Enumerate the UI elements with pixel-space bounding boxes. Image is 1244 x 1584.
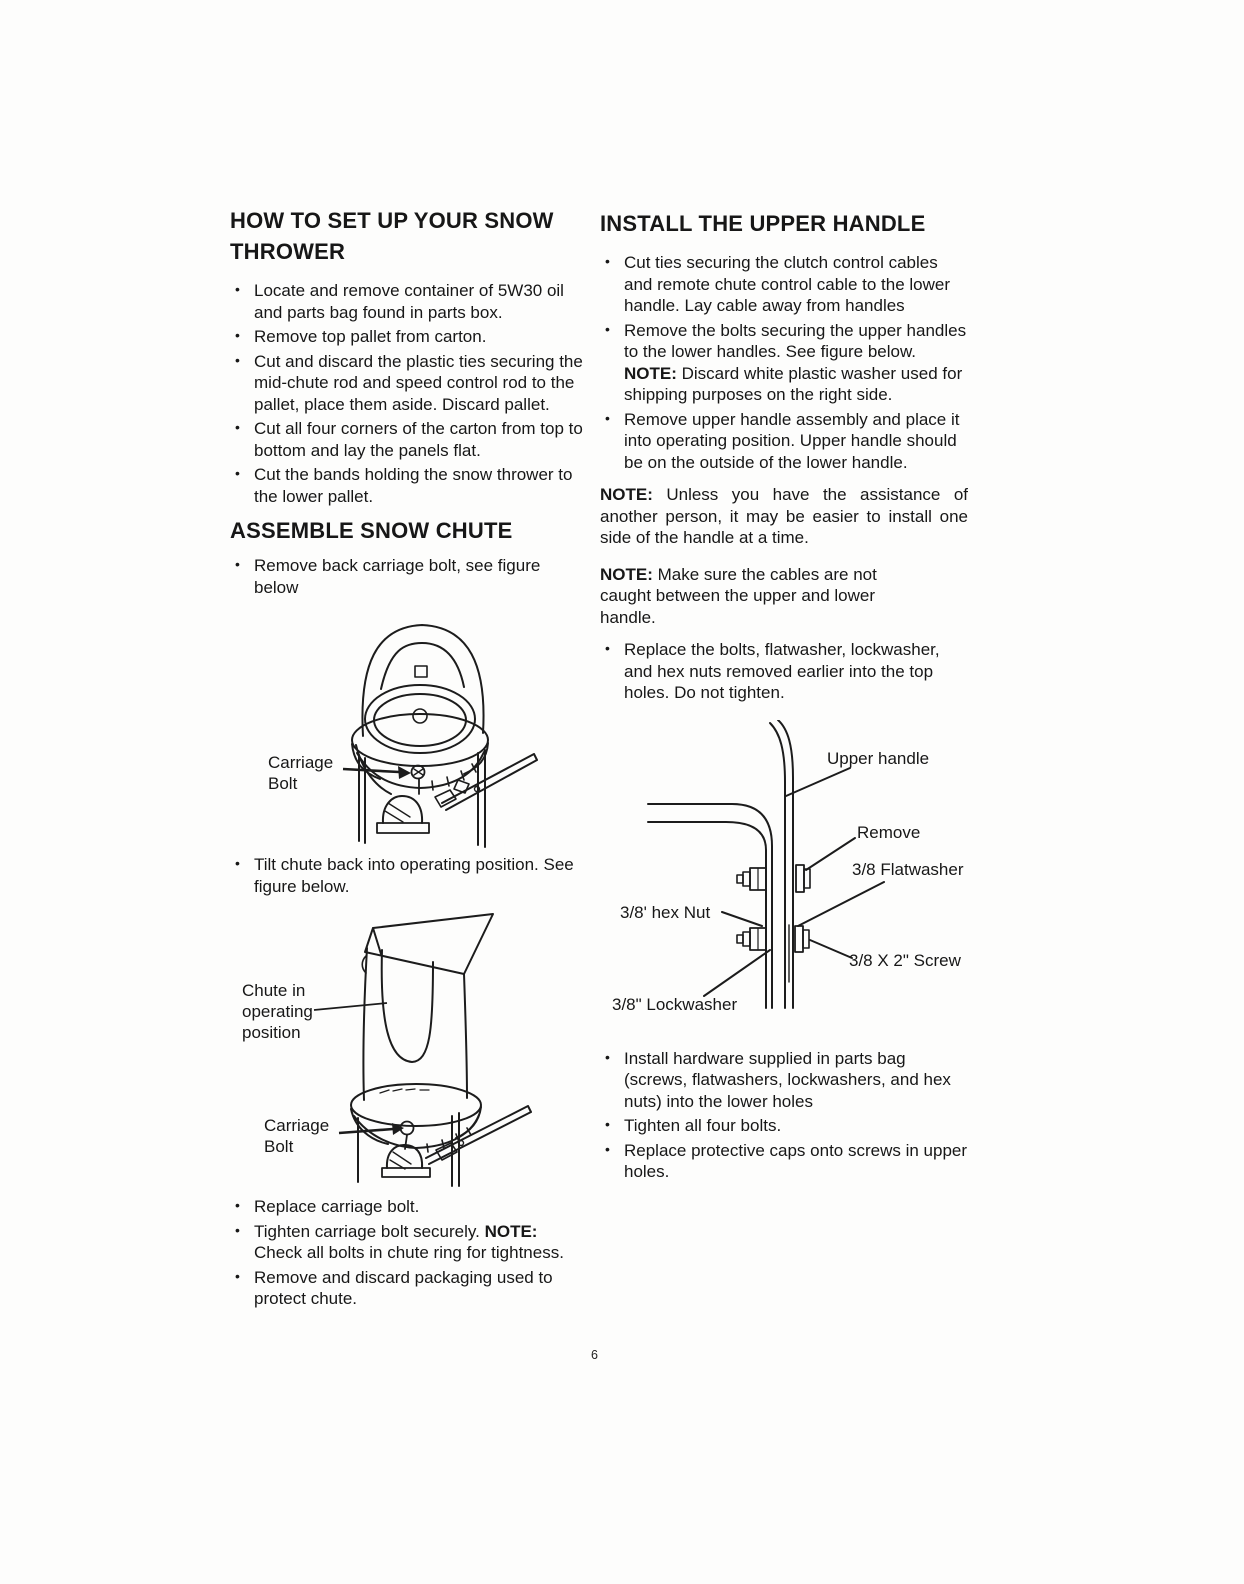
fig3-flatwasher-label: 3/8 Flatwasher (852, 859, 964, 879)
replace-bolts-bullet-list (600, 639, 968, 704)
figure-upper-handle (600, 720, 968, 1022)
figure-chute-tilted (230, 603, 588, 851)
section-title-assemble-chute: ASSEMBLE SNOW CHUTE (230, 518, 513, 543)
chute-final-bullet-list (230, 1196, 588, 1310)
list-item: • Cut ties securing the clutch control cables and remote chute control cable to the lower handle. Lay cable away from handles (600, 252, 968, 317)
fig3-lockwasher-label: 3/8" Lockwasher (612, 994, 738, 1014)
fig3-screw-label: 3/8 X 2" Screw (849, 950, 961, 970)
figure-chute-operating (230, 900, 588, 1190)
section-title-setup: HOW TO SET UP YOUR SNOW THROWER (230, 208, 554, 264)
right-column (600, 208, 968, 1186)
list-item: • Replace carriage bolt. (230, 1196, 588, 1218)
tilt-bullet-list (230, 854, 588, 897)
fig2-carriage-bolt-label: Carriage Bolt (264, 1116, 330, 1156)
page-number: 6 (591, 1348, 598, 1362)
list-item: • Remove top pallet from carton. (230, 326, 588, 348)
fig1-carriage-bolt-label: Carriage Bolt (268, 753, 334, 793)
fig3-remove-label: Remove (857, 822, 921, 842)
setup-bullet-list (230, 280, 588, 507)
arrow-icon (398, 766, 411, 779)
final-bullet-list (600, 1048, 968, 1183)
note-cables: NOTE: Make sure the cables are not caught between the upper and lower handle. (600, 564, 877, 627)
list-item: • Cut and discard the plastic ties securing the mid-chute rod and speed control rod to the pallet, place them aside. Discard pallet. (230, 351, 588, 416)
list-item: • Tighten all four bolts. (600, 1115, 968, 1137)
list-item: • Replace the bolts, flatwasher, lockwasher, and hex nuts removed earlier into the top holes. Do not tighten. (600, 639, 968, 704)
fig3-hex-nut-label: 3/8' hex Nut (620, 902, 711, 922)
left-column (230, 205, 588, 1313)
list-item: • Replace protective caps onto screws in upper holes. (600, 1140, 968, 1183)
chute-tilted-line-art (230, 603, 580, 851)
list-item: • Locate and remove container of 5W30 oil and parts bag found in parts box. (230, 280, 588, 323)
chute-bullet-list (230, 555, 588, 598)
fig2-chute-position-label: Chute in operating position (242, 981, 313, 1042)
list-item: • Cut all four corners of the carton from top to bottom and lay the panels flat. (230, 418, 588, 461)
fig3-upper-handle-label: Upper handle (827, 748, 930, 768)
list-item: • Cut the bands holding the snow thrower to the lower pallet. (230, 464, 588, 507)
list-item: • Remove upper handle assembly and place it into operating position. Upper handle should be on the outside of the lower handle. (600, 409, 968, 474)
list-item: • Install hardware supplied in parts bag (screws, flatwashers, lockwashers, and hex nuts) into the lower holes (600, 1048, 968, 1113)
list-item: • Tighten carriage bolt securely. NOTE: Check all bolts in chute ring for tightness. (230, 1221, 588, 1264)
section-title-install-handle: INSTALL THE UPPER HANDLE (600, 211, 926, 236)
list-item: • Tilt chute back into operating position. See figure below. (230, 854, 588, 897)
handle-bullet-list (600, 252, 968, 473)
list-item: • Remove the bolts securing the upper handles to the lower handles. See figure below. NOTE: Discard white plastic washer used for shipping purposes on the right side. (600, 320, 968, 406)
list-item: • Remove and discard packaging used to protect chute. (230, 1267, 588, 1310)
note-assistance: NOTE: Unless you have the assistance of another person, it may be easier to install one side of the handle at a time. (600, 485, 968, 547)
list-item: • Remove back carriage bolt, see figure below (230, 555, 588, 598)
